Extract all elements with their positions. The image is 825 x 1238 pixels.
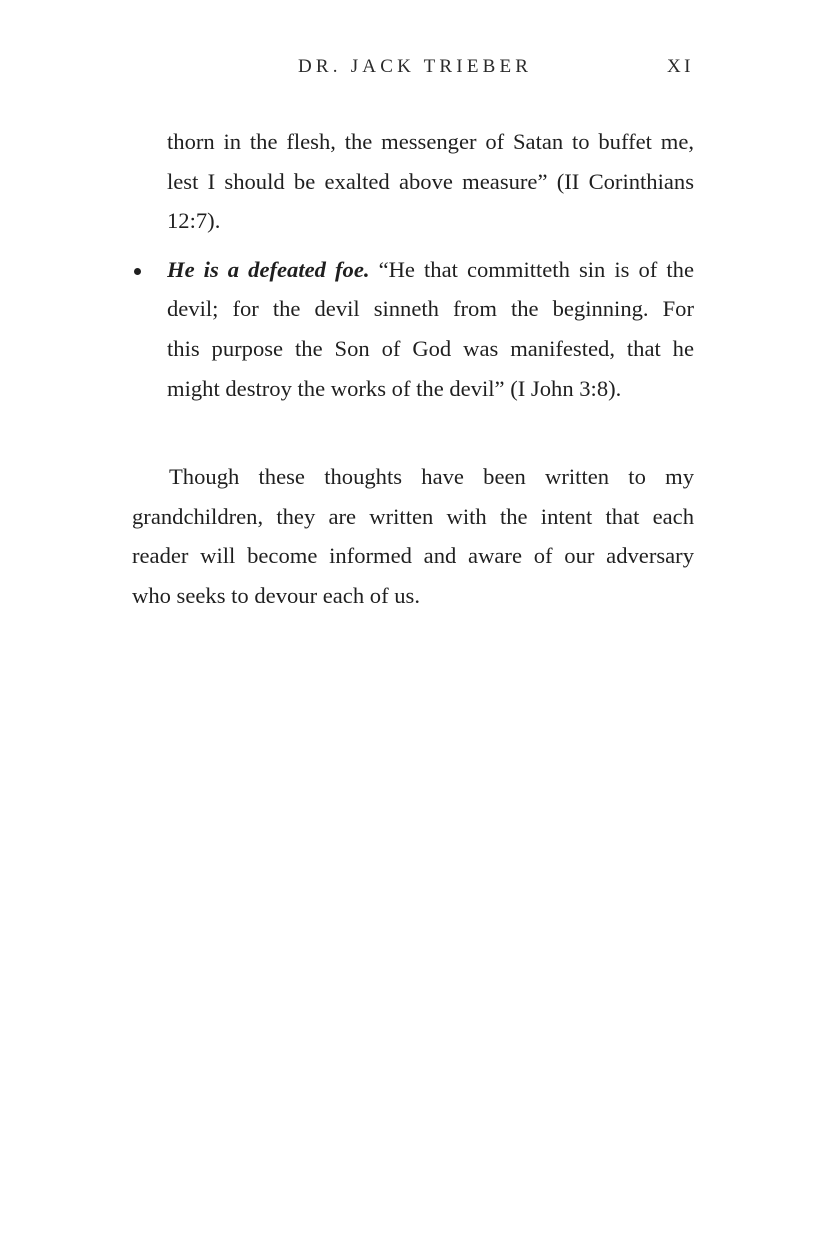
closing-paragraph — [132, 457, 694, 615]
text-line: reader will become informed and aware of our adversary — [132, 543, 694, 569]
text-line: who seeks to devour each of us. — [132, 582, 420, 608]
bullet-list-item — [132, 250, 694, 408]
bullet-text: “He that committeth sin is of the — [369, 256, 694, 282]
text-line — [167, 250, 694, 290]
text-line: 12:7). — [167, 208, 221, 234]
running-title: DR. JACK TRIEBER — [298, 56, 533, 77]
text-line: grandchildren, they are written with the intent that each — [132, 503, 694, 529]
text-line: thorn in the flesh, the messenger of Satan to buffet me, — [167, 129, 694, 154]
text-line: lest I should be exalted above measure” (II Corinthians — [167, 168, 694, 194]
bullet-lead-in: He is a defeated foe. — [167, 256, 370, 282]
text-line: Though these thoughts have been written to my — [169, 464, 694, 490]
body-text — [132, 122, 694, 616]
running-head — [0, 56, 825, 82]
text-line: this purpose the Son of God was manifested, that he — [167, 335, 694, 361]
text-line: might destroy the works of the devil” (I John 3:8). — [167, 375, 622, 401]
continued-list-item — [132, 122, 694, 241]
text-line: devil; for the devil sinneth from the beginning. For — [167, 296, 694, 322]
page-number: XI — [666, 56, 694, 77]
